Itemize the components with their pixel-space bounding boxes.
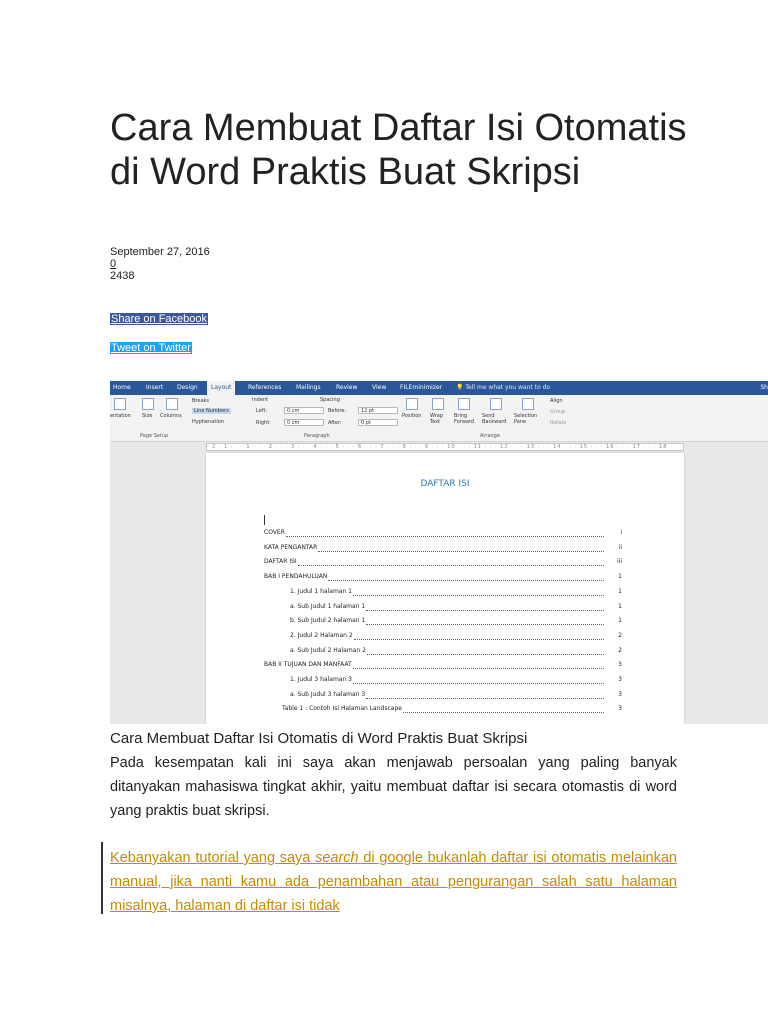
word-ribbon: [110, 395, 768, 442]
wrap-text-label: Wrap Text: [430, 413, 444, 425]
word-tab-home: Home: [113, 384, 131, 391]
toc-label: COVER: [264, 529, 285, 536]
toc-page-number: i: [620, 529, 622, 536]
size-icon: [142, 398, 154, 410]
spacing-after-input: 0 pt: [358, 419, 398, 426]
indent-left-label: Left:: [256, 408, 268, 414]
spacing-header: Spacing: [320, 397, 340, 403]
toc-label: a. Sub Judul 1 halaman 1: [290, 602, 366, 610]
spacing-before-label: Before:: [328, 408, 347, 414]
group-label: Group: [550, 409, 566, 415]
quote-text-2: di google bukanlah daftar isi otomatis melainkan manual, jika nanti kamu ada penambahan atau pengurangan salah satu halaman misalnya, halaman di daftar isi tidak: [110, 850, 677, 914]
toc-row: [264, 601, 622, 613]
toc-label: KATA PENGANTAR: [264, 543, 318, 551]
toc-leader-dots: [366, 693, 604, 699]
toc-leader-dots: [403, 707, 604, 713]
toc-label: DAFTAR ISI: [264, 558, 297, 566]
word-tab-view: View: [372, 384, 387, 391]
send-backward-label: Send Backward: [482, 413, 507, 425]
comment-count-link[interactable]: 0: [110, 258, 117, 270]
breaks-label: Breaks: [192, 398, 210, 404]
toc-label: 1. Judul 1 halaman 1: [290, 587, 352, 595]
selection-pane-icon: [522, 398, 534, 410]
word-ruler: · 2 · 1 · · · 1 · · · 2 · · · 3 · · · 4 · · · 5 · · · 6 · · · 7 · · · 8 · · · 9 · · · 10 · · · 11 · · · 12 · · · 13 · · · 14 · · · 15 · · · 16 · · · 17 · · · 18: [206, 443, 684, 451]
toc-row: [264, 542, 622, 554]
toc-label: 1. Judul 3 halaman 3: [290, 676, 352, 683]
indent-right-label: Right:: [256, 420, 271, 426]
word-ribbon-tabs: [110, 381, 768, 395]
quote-link-paragraph[interactable]: [110, 846, 677, 918]
toc-page-number: 3: [618, 676, 622, 683]
quote-border: [101, 842, 103, 914]
toc-label: BAB I PENDAHULUAN: [264, 573, 328, 581]
bring-forward-label: Bring Forward: [454, 413, 475, 425]
toc-page-number: 3: [618, 661, 622, 669]
word-tab-design: Design: [177, 384, 198, 391]
image-caption: Cara Membuat Daftar Isi Otomatis di Word Praktis Buat Skripsi: [110, 730, 528, 747]
rotate-label: Rotate: [550, 420, 567, 426]
toc-page-number: 1: [618, 602, 622, 610]
word-share: Sh: [760, 384, 768, 391]
spacing-before-input: 12 pt: [358, 407, 398, 414]
toc-row: [264, 659, 622, 671]
toc-row: [264, 674, 622, 686]
quote-text-1: Kebanyakan tutorial yang saya: [110, 850, 316, 866]
toc-page-number: 1: [618, 587, 622, 595]
toc-row: [264, 645, 622, 657]
toc-page-number: 1: [618, 617, 622, 625]
toc-page-number: 3: [618, 690, 622, 698]
toc-leader-dots: [318, 546, 604, 552]
share-facebook-button[interactable]: Share on Facebook: [111, 313, 208, 325]
toc-leader-dots: [286, 531, 604, 537]
toc-row: [264, 586, 622, 598]
toc-row: [264, 615, 622, 627]
page-setup-group: Page Setup: [140, 433, 169, 439]
toc-row: [264, 527, 622, 539]
spacing-after-label: After:: [328, 420, 342, 426]
toc-row: [264, 556, 622, 568]
article-title: Cara Membuat Daftar Isi Otomatis di Word Praktis Buat Skripsi: [110, 107, 687, 193]
toc-leader-dots: [367, 649, 604, 655]
send-backward-icon: [490, 398, 502, 410]
orientation-icon: [114, 398, 126, 410]
text-cursor: [264, 515, 265, 525]
indent-left-input: 0 cm: [284, 407, 324, 414]
toc-label: Table 1 : Contoh Isi Halaman Landscape: [282, 705, 402, 713]
toc-leader-dots: [353, 663, 604, 669]
columns-icon: [166, 398, 178, 410]
toc-leader-dots: [354, 634, 604, 640]
toc-leader-dots: [366, 619, 604, 625]
toc-row: [264, 571, 622, 583]
toc-leader-dots: [328, 575, 604, 581]
word-tell-me: 💡 Tell me what you want to do: [456, 384, 551, 391]
tell-me-text: Tell me what you want to do: [465, 384, 551, 391]
intro-paragraph: Pada kesempatan kali ini saya akan menjawab persoalan yang paling banyak ditanyakan mahasiswa tingkat akhir, yaitu membuat daftar isi secara otomastis di word yang praktis buat skripsi.: [110, 755, 677, 819]
word-screenshot-image: [110, 381, 768, 724]
toc-row: [264, 689, 622, 701]
columns-label: Columns: [160, 413, 182, 419]
size-label: Size: [142, 413, 153, 419]
toc-page-number: iii: [616, 558, 622, 566]
paragraph-group: Paragraph: [304, 433, 330, 439]
post-date: September 27, 2016: [110, 246, 210, 258]
toc-label: 2. Judul 2 Halaman 2: [290, 631, 353, 639]
line-numbers-label: Line Numbers: [194, 408, 229, 414]
daftar-isi-heading: DAFTAR ISI: [420, 479, 470, 489]
word-tab-mailings: Mailings: [296, 384, 321, 391]
toc-label: a. Sub Judul 3 halaman 3: [290, 690, 366, 698]
view-count: 2438: [110, 270, 135, 282]
orientation-label: entation: [110, 413, 131, 419]
word-document-page: [206, 453, 684, 724]
word-tab-references: References: [248, 384, 282, 391]
toc-leader-dots: [353, 678, 604, 684]
word-tab-insert: Insert: [146, 384, 164, 391]
toc-page-number: 2: [618, 646, 622, 654]
quote-emphasis: search: [315, 850, 359, 866]
toc-label: b. Sub Judul 2 halaman 1: [290, 617, 366, 625]
arrange-group: Arrange: [480, 433, 500, 439]
share-twitter-button[interactable]: Tweet on Twitter: [111, 342, 191, 354]
wrap-text-icon: [432, 398, 444, 410]
indent-right-input: 0 cm: [284, 419, 324, 426]
toc-label: a. Sub Judul 2 Halaman 2: [290, 646, 366, 654]
indent-header: Indent: [252, 397, 269, 403]
bring-forward-icon: [458, 398, 470, 410]
toc-leader-dots: [353, 590, 604, 596]
position-label: Position: [402, 413, 422, 419]
toc-page-number: 3: [618, 705, 622, 713]
toc-page-number: 2: [618, 631, 622, 639]
align-label: Align: [550, 398, 563, 404]
hyphenation-label: Hyphenation: [192, 419, 224, 425]
toc-leader-dots: [298, 560, 604, 566]
word-tab-layout: Layout: [207, 381, 235, 395]
word-tab-fileminimizer: FILEminimizer: [400, 384, 443, 391]
toc-page-number: 1: [618, 573, 622, 581]
toc-label: BAB II TUJUAN DAN MANFAAT: [264, 661, 352, 669]
word-tab-review: Review: [336, 384, 358, 391]
position-icon: [406, 398, 418, 410]
toc-row: [264, 630, 622, 642]
toc-row: [264, 703, 622, 715]
selection-pane-label: Selection Pane: [514, 413, 538, 425]
toc-leader-dots: [366, 605, 604, 611]
toc-page-number: ii: [618, 543, 622, 551]
